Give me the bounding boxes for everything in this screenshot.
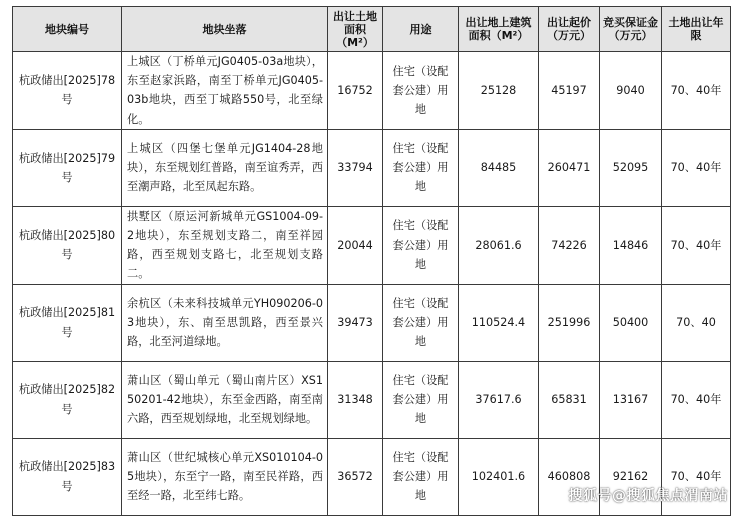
land-area-cell: 20044 [328,206,383,284]
table-row [13,206,731,284]
table-row [13,52,731,130]
location-cell: 上城区（四堡七堡单元JG1404-28地块），东至规划红普路，南至谊秀弄，西至潮声路，北至凤起东路。 [122,129,328,206]
term-years-cell: 70、40年 [662,438,731,515]
use-cell: 住宅（设配套公建）用地 [383,284,459,361]
term-years-cell: 70、40 [662,284,731,361]
use-cell: 住宅（设配套公建）用地 [383,438,459,515]
land-area-cell: 36572 [328,438,383,515]
header-term-years: 土地出让年限 [662,7,731,52]
header-location: 地块坐落 [122,7,328,52]
header-land-area: 出让土地面积（M²） [328,7,383,52]
header-use: 用途 [383,7,459,52]
start-price-cell: 260471 [539,129,600,206]
header-deposit: 竞买保证金（万元） [600,7,662,52]
location-cell: 拱墅区（原运河新城单元GS1004-09-2地块），东至规划支路二，南至祥园路，西至规划支路七，北至规划支路二。 [122,206,328,284]
watermark-text: 搜狐号@搜狐焦点渭南站 [568,488,728,504]
header-start-price: 出让起价（万元） [539,7,600,52]
start-price-cell: 74226 [539,206,600,284]
term-years-cell: 70、40年 [662,129,731,206]
parcel-id-cell: 杭政储出[2025]80号 [13,206,122,284]
location-cell: 萧山区（蜀山单元（蜀山南片区）XS150201-42地块），东至金西路，南至南六路，西至规划绿地，北至规划绿地。 [122,361,328,438]
deposit-cell: 14846 [600,206,662,284]
deposit-cell: 50400 [600,284,662,361]
floor-area-cell: 28061.6 [459,206,539,284]
table-row [13,361,731,438]
deposit-cell: 92162 [600,438,662,515]
header-row [13,7,731,52]
table-row [13,129,731,206]
land-area-cell: 33794 [328,129,383,206]
deposit-cell: 9040 [600,52,662,130]
floor-area-cell: 37617.6 [459,361,539,438]
land-parcel-table [12,6,731,516]
start-price-cell: 65831 [539,361,600,438]
floor-area-cell: 25128 [459,52,539,130]
table-row [13,284,731,361]
floor-area-cell: 102401.6 [459,438,539,515]
land-area-cell: 31348 [328,361,383,438]
header-parcel-id: 地块编号 [13,7,122,52]
parcel-id-cell: 杭政储出[2025]83号 [13,438,122,515]
parcel-id-cell: 杭政储出[2025]81号 [13,284,122,361]
term-years-cell: 70、40年 [662,52,731,130]
start-price-cell: 460808 [539,438,600,515]
parcel-id-cell: 杭政储出[2025]78号 [13,52,122,130]
use-cell: 住宅（设配套公建）用地 [383,361,459,438]
start-price-cell: 251996 [539,284,600,361]
term-years-cell: 70、40年 [662,206,731,284]
use-cell: 住宅（设配套公建）用地 [383,52,459,130]
use-cell: 住宅（设配套公建）用地 [383,206,459,284]
land-area-cell: 39473 [328,284,383,361]
location-cell: 余杭区（未来科技城单元YH090206-03地块），东、南至思凯路，西至景兴路，北至河道绿地。 [122,284,328,361]
deposit-cell: 13167 [600,361,662,438]
parcel-id-cell: 杭政储出[2025]82号 [13,361,122,438]
location-cell: 上城区（丁桥单元JG0405-03a地块），东至赵家浜路，南至丁桥单元JG0405-03b地块，西至丁城路550号，北至绿化。 [122,52,328,130]
floor-area-cell: 110524.4 [459,284,539,361]
header-floor-area: 出让地上建筑面积（M²） [459,7,539,52]
deposit-cell: 52095 [600,129,662,206]
parcel-id-cell: 杭政储出[2025]79号 [13,129,122,206]
land-area-cell: 16752 [328,52,383,130]
location-cell: 萧山区（世纪城核心单元XS010104-05地块），东至宁一路，南至民祥路，西至经一路，北至纬七路。 [122,438,328,515]
floor-area-cell: 84485 [459,129,539,206]
use-cell: 住宅（设配套公建）用地 [383,129,459,206]
start-price-cell: 45197 [539,52,600,130]
term-years-cell: 70、40年 [662,361,731,438]
